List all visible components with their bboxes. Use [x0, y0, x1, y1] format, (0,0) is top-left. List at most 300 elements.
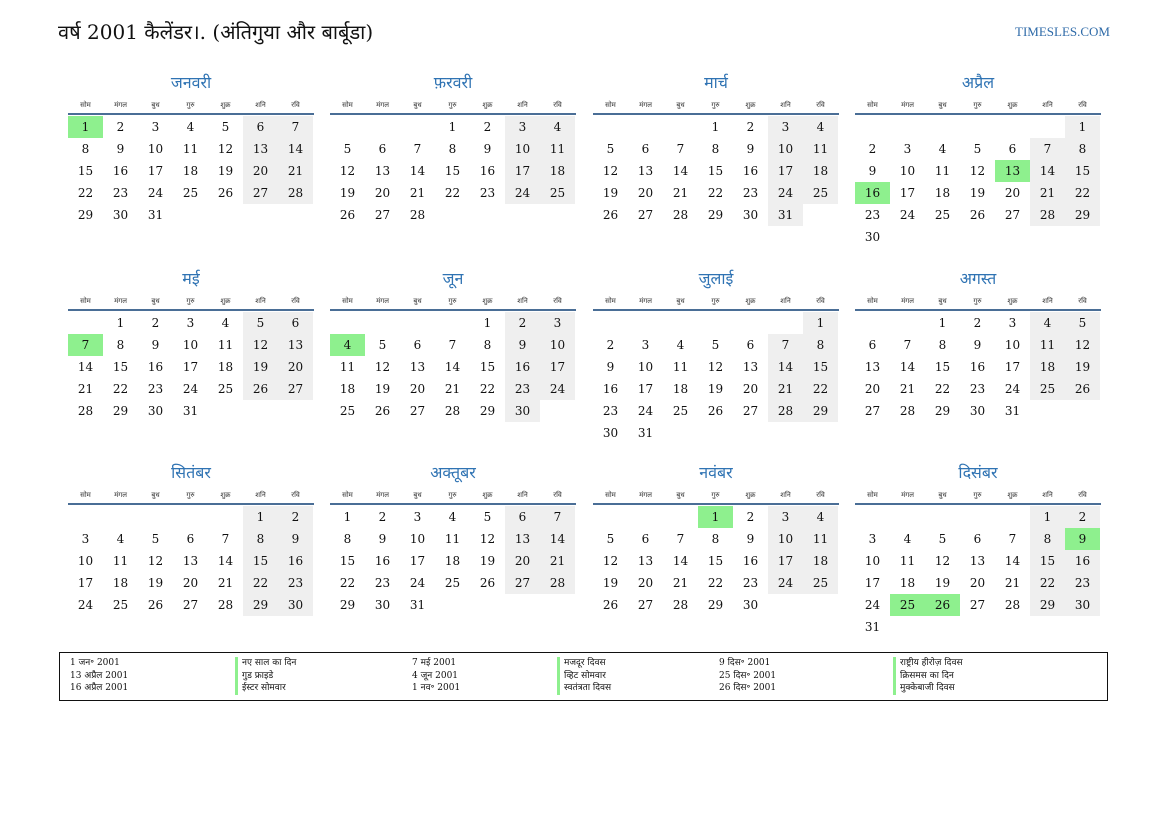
day-cell: 17: [77, 576, 94, 590]
weekday-label: सोम: [867, 297, 878, 305]
day-cell: 19: [969, 186, 986, 200]
day-cell: 2: [378, 510, 387, 524]
day-cell: 15: [444, 164, 461, 178]
weekday-label: सोम: [867, 491, 878, 499]
day-cell: 17: [147, 164, 164, 178]
day-cell: 15: [77, 164, 94, 178]
day-cell: 4: [903, 532, 912, 546]
weekday-label: बुध: [938, 491, 947, 499]
weekday-label: मंगल: [639, 297, 652, 305]
weekday-label: शनि: [780, 491, 791, 499]
day-cell: 2: [116, 120, 125, 134]
weekday-label: गुरु: [711, 491, 720, 499]
empty-cell: [628, 116, 663, 138]
weekday-label: गुरु: [973, 491, 982, 499]
day-cell: 7: [768, 334, 803, 356]
empty-cell: [890, 506, 925, 528]
month-block: [855, 268, 1101, 422]
day-cell: 22: [1030, 572, 1065, 594]
day-cell: 1: [1030, 506, 1065, 528]
legend-holiday-name: स्वतंत्रता दिवस: [557, 682, 611, 695]
weekday-label: गुरु: [186, 297, 195, 305]
weekday-label: शुक्र: [1007, 491, 1018, 499]
day-cell: 7: [676, 142, 685, 156]
month-name: सितंबर: [171, 463, 211, 482]
weekday-label: मंगल: [114, 101, 127, 109]
day-cell: 12: [243, 334, 278, 356]
weekday-label: शनि: [780, 101, 791, 109]
day-cell: 3: [903, 142, 912, 156]
day-cell: 26: [374, 404, 391, 418]
legend-holiday-name: व्हिट सोमवार: [557, 670, 611, 683]
month-block: [593, 462, 839, 616]
weekday-header: [330, 293, 576, 309]
day-cell: 30: [742, 208, 759, 222]
day-cell: 19: [934, 576, 951, 590]
empty-cell: [890, 312, 925, 334]
day-grid: [330, 506, 576, 616]
day-cell: 10: [768, 138, 803, 160]
site-link[interactable]: TIMESLES.COM: [1015, 24, 1110, 39]
empty-cell: [365, 312, 400, 334]
day-cell: 30: [742, 598, 759, 612]
day-cell: 25: [803, 182, 838, 204]
empty-cell: [960, 116, 995, 138]
day-cell: 18: [672, 382, 689, 396]
weekday-label: गुरु: [711, 101, 720, 109]
weekday-header: [593, 97, 839, 113]
day-cell: 6: [243, 116, 278, 138]
day-cell: 6: [641, 532, 650, 546]
day-cell: 15: [934, 360, 951, 374]
legend-names-col-3: [893, 657, 963, 695]
empty-cell: [593, 116, 628, 138]
day-cell: 12: [969, 164, 986, 178]
day-grid: [68, 506, 314, 616]
day-cell: 20: [864, 382, 881, 396]
weekday-label: मंगल: [901, 101, 914, 109]
day-cell: 12: [479, 532, 496, 546]
day-cell: 21: [540, 550, 575, 572]
day-cell: 28: [672, 598, 689, 612]
empty-cell: [330, 116, 365, 138]
day-cell: 31: [409, 598, 426, 612]
legend-dates-col-1: [70, 657, 128, 695]
month-name: जनवरी: [170, 73, 212, 92]
weekday-label: रवि: [553, 297, 562, 305]
weekday-label: शुक्र: [482, 297, 493, 305]
legend-holiday-name: नए साल का दिन: [235, 657, 296, 670]
day-cell: 26: [1065, 378, 1100, 400]
day-cell: 3: [186, 316, 195, 330]
page-title: वर्ष 2001 कैलेंडर।. (अंतिगुया और बार्बूडा): [58, 20, 374, 44]
empty-cell: [103, 506, 138, 528]
day-cell: 23: [505, 378, 540, 400]
weekday-label: रवि: [816, 491, 825, 499]
day-cell: 29: [77, 208, 94, 222]
month-block: [330, 268, 576, 422]
day-cell: 16: [969, 360, 986, 374]
day-cell: 5: [483, 510, 492, 524]
weekday-label: शुक्र: [745, 491, 756, 499]
legend-names-col-1: [235, 657, 296, 695]
day-cell: 8: [343, 532, 352, 546]
day-cell: 4: [803, 116, 838, 138]
empty-cell: [855, 116, 890, 138]
day-cell: 15: [243, 550, 278, 572]
day-cell: 14: [409, 164, 426, 178]
day-cell: 23: [742, 576, 759, 590]
empty-cell: [855, 506, 890, 528]
day-cell: 7: [540, 506, 575, 528]
day-cell: 10: [77, 554, 94, 568]
empty-cell: [365, 116, 400, 138]
day-cell: 12: [934, 554, 951, 568]
day-cell: 7: [278, 116, 313, 138]
day-grid: [593, 116, 839, 226]
day-cell: 25: [217, 382, 234, 396]
weekday-label: गुरु: [186, 101, 195, 109]
legend-date: 26 दिस॰ 2001: [719, 683, 777, 693]
month-name: नवंबर: [699, 463, 733, 482]
day-cell: 20: [409, 382, 426, 396]
day-cell: 23: [374, 576, 391, 590]
weekday-label: मंगल: [376, 491, 389, 499]
weekday-label: सोम: [605, 101, 616, 109]
day-cell: 3: [505, 116, 540, 138]
day-cell: 9: [505, 334, 540, 356]
empty-cell: [733, 312, 768, 334]
day-cell: 10: [768, 528, 803, 550]
holiday-day-cell: 1: [68, 116, 103, 138]
weekday-label: शनि: [255, 297, 266, 305]
day-cell: 27: [278, 378, 313, 400]
day-cell: 30: [112, 208, 129, 222]
day-cell: 23: [1065, 572, 1100, 594]
day-cell: 14: [899, 360, 916, 374]
day-cell: 22: [479, 382, 496, 396]
day-cell: 2: [746, 120, 755, 134]
day-cell: 17: [864, 576, 881, 590]
day-cell: 10: [637, 360, 654, 374]
weekday-label: रवि: [1078, 491, 1087, 499]
day-cell: 15: [803, 356, 838, 378]
day-cell: 3: [81, 532, 90, 546]
day-cell: 31: [1004, 404, 1021, 418]
day-cell: 11: [182, 142, 199, 156]
day-cell: 9: [973, 338, 982, 352]
day-cell: 8: [1065, 138, 1100, 160]
empty-cell: [663, 116, 698, 138]
day-cell: 20: [278, 356, 313, 378]
empty-cell: [890, 116, 925, 138]
day-cell: 21: [899, 382, 916, 396]
weekday-label: रवि: [553, 491, 562, 499]
day-cell: 5: [343, 142, 352, 156]
header-rule: [593, 309, 839, 311]
day-cell: 28: [899, 404, 916, 418]
empty-cell: [330, 312, 365, 334]
month-name: मार्च: [704, 73, 728, 92]
empty-cell: [995, 506, 1030, 528]
month-name: जुलाई: [698, 269, 734, 288]
day-cell: 9: [868, 164, 877, 178]
day-cell: 8: [116, 338, 125, 352]
weekday-label: मंगल: [901, 297, 914, 305]
day-cell: 6: [973, 532, 982, 546]
day-cell: 4: [803, 506, 838, 528]
day-cell: 27: [1004, 208, 1021, 222]
day-cell: 25: [803, 572, 838, 594]
day-cell: 9: [483, 142, 492, 156]
day-cell: 19: [1065, 356, 1100, 378]
day-cell: 21: [1004, 576, 1021, 590]
day-cell: 10: [409, 532, 426, 546]
day-cell: 10: [182, 338, 199, 352]
empty-cell: [628, 312, 663, 334]
day-cell: 26: [479, 576, 496, 590]
day-cell: 18: [339, 382, 356, 396]
header-rule: [855, 113, 1101, 115]
day-cell: 28: [768, 400, 803, 422]
weekday-label: शुक्र: [1007, 101, 1018, 109]
day-cell: 11: [803, 528, 838, 550]
empty-cell: [138, 506, 173, 528]
holiday-day-cell: 16: [855, 182, 890, 204]
day-cell: 7: [448, 338, 457, 352]
weekday-label: बुध: [413, 297, 422, 305]
day-cell: 16: [742, 164, 759, 178]
weekday-label: गुरु: [448, 491, 457, 499]
day-cell: 29: [1030, 594, 1065, 616]
month-block: [330, 72, 576, 226]
day-cell: 10: [540, 334, 575, 356]
day-cell: 2: [746, 510, 755, 524]
legend-date: 16 अप्रैल 2001: [70, 683, 129, 693]
weekday-label: शनि: [255, 491, 266, 499]
weekday-label: शनि: [1042, 491, 1053, 499]
day-cell: 24: [1004, 382, 1021, 396]
header-rule: [330, 113, 576, 115]
day-cell: 23: [147, 382, 164, 396]
day-cell: 13: [505, 528, 540, 550]
day-cell: 7: [1008, 532, 1017, 546]
day-cell: 16: [742, 554, 759, 568]
day-cell: 23: [112, 186, 129, 200]
day-cell: 24: [637, 404, 654, 418]
day-cell: 1: [243, 506, 278, 528]
day-cell: 8: [243, 528, 278, 550]
day-cell: 5: [606, 532, 615, 546]
legend-date: 4 जून 2001: [412, 670, 459, 681]
weekday-label: गुरु: [186, 491, 195, 499]
day-cell: 15: [112, 360, 129, 374]
day-cell: 2: [483, 120, 492, 134]
day-cell: 5: [243, 312, 278, 334]
weekday-header: [593, 487, 839, 503]
legend-date: 9 दिस॰ 2001: [719, 658, 771, 668]
legend-holiday-name: मजदूर दिवस: [557, 657, 611, 670]
day-cell: 4: [221, 316, 230, 330]
day-cell: 5: [938, 532, 947, 546]
weekday-label: गुरु: [973, 297, 982, 305]
day-cell: 21: [672, 576, 689, 590]
day-cell: 6: [505, 506, 540, 528]
day-cell: 7: [413, 142, 422, 156]
day-cell: 18: [444, 554, 461, 568]
header-rule: [855, 309, 1101, 311]
day-cell: 29: [803, 400, 838, 422]
day-cell: 8: [711, 532, 720, 546]
day-cell: 27: [243, 182, 278, 204]
day-cell: 22: [77, 186, 94, 200]
weekday-header: [68, 97, 314, 113]
day-cell: 3: [641, 338, 650, 352]
header-rule: [593, 113, 839, 115]
weekday-label: सोम: [80, 101, 91, 109]
day-cell: 8: [483, 338, 492, 352]
day-cell: 19: [217, 164, 234, 178]
day-cell: 6: [278, 312, 313, 334]
month-block: [330, 462, 576, 616]
day-cell: 3: [1008, 316, 1017, 330]
day-cell: 25: [540, 182, 575, 204]
day-cell: 12: [707, 360, 724, 374]
day-cell: 30: [147, 404, 164, 418]
empty-cell: [698, 312, 733, 334]
empty-cell: [208, 506, 243, 528]
day-cell: 24: [182, 382, 199, 396]
weekday-label: बुध: [676, 101, 685, 109]
day-cell: 31: [864, 620, 881, 634]
weekday-label: शुक्र: [220, 101, 231, 109]
month-block: [593, 72, 839, 226]
day-cell: 27: [864, 404, 881, 418]
legend-date: 1 जन॰ 2001: [70, 658, 120, 668]
day-cell: 16: [278, 550, 313, 572]
day-cell: 24: [768, 182, 803, 204]
day-cell: 1: [803, 312, 838, 334]
day-cell: 1: [116, 316, 125, 330]
day-cell: 8: [711, 142, 720, 156]
day-cell: 5: [378, 338, 387, 352]
day-cell: 19: [602, 186, 619, 200]
day-cell: 3: [768, 506, 803, 528]
day-cell: 6: [186, 532, 195, 546]
weekday-label: सोम: [342, 297, 353, 305]
empty-cell: [173, 506, 208, 528]
weekday-label: रवि: [1078, 101, 1087, 109]
weekday-label: सोम: [342, 491, 353, 499]
holiday-day-cell: 25: [890, 594, 925, 616]
day-cell: 20: [1004, 186, 1021, 200]
day-cell: 3: [413, 510, 422, 524]
month-block: [855, 72, 1101, 248]
day-cell: 26: [217, 186, 234, 200]
day-cell: 10: [1004, 338, 1021, 352]
day-cell: 25: [112, 598, 129, 612]
day-cell: 18: [217, 360, 234, 374]
day-cell: 2: [868, 142, 877, 156]
day-cell: 24: [147, 186, 164, 200]
day-cell: 24: [864, 598, 881, 612]
empty-cell: [855, 312, 890, 334]
day-cell: 31: [147, 208, 164, 222]
day-cell: 16: [505, 356, 540, 378]
day-cell: 19: [339, 186, 356, 200]
day-cell: 20: [969, 576, 986, 590]
weekday-label: शुक्र: [745, 297, 756, 305]
day-cell: 1: [1065, 116, 1100, 138]
weekday-label: मंगल: [114, 297, 127, 305]
header-rule: [330, 503, 576, 505]
weekday-label: सोम: [80, 297, 91, 305]
day-cell: 24: [899, 208, 916, 222]
weekday-label: बुध: [676, 491, 685, 499]
legend-holiday-name: ईस्टर सोमवार: [235, 682, 296, 695]
day-cell: 28: [672, 208, 689, 222]
month-name: फ़रवरी: [433, 73, 473, 92]
day-cell: 19: [243, 356, 278, 378]
day-cell: 14: [540, 528, 575, 550]
day-cell: 18: [1030, 356, 1065, 378]
month-name: दिसंबर: [958, 463, 998, 482]
empty-cell: [628, 506, 663, 528]
day-cell: 19: [707, 382, 724, 396]
day-cell: 18: [112, 576, 129, 590]
empty-cell: [68, 506, 103, 528]
weekday-label: रवि: [553, 101, 562, 109]
day-cell: 21: [444, 382, 461, 396]
day-cell: 27: [374, 208, 391, 222]
day-cell: 13: [182, 554, 199, 568]
day-cell: 29: [934, 404, 951, 418]
day-cell: 1: [343, 510, 352, 524]
day-cell: 14: [77, 360, 94, 374]
day-cell: 18: [540, 160, 575, 182]
day-cell: 9: [606, 360, 615, 374]
day-cell: 21: [1030, 182, 1065, 204]
month-name: जून: [442, 269, 464, 288]
empty-cell: [435, 312, 470, 334]
day-grid: [593, 312, 839, 444]
day-cell: 22: [934, 382, 951, 396]
weekday-label: बुध: [151, 491, 160, 499]
day-cell: 5: [1065, 312, 1100, 334]
weekday-header: [330, 487, 576, 503]
weekday-label: मंगल: [901, 491, 914, 499]
weekday-label: सोम: [867, 101, 878, 109]
day-cell: 30: [1065, 594, 1100, 616]
weekday-label: रवि: [816, 297, 825, 305]
day-cell: 5: [973, 142, 982, 156]
legend-date: 13 अप्रैल 2001: [70, 670, 129, 681]
day-cell: 8: [938, 338, 947, 352]
day-cell: 7: [1030, 138, 1065, 160]
day-cell: 12: [147, 554, 164, 568]
day-cell: 31: [182, 404, 199, 418]
day-cell: 12: [602, 164, 619, 178]
holiday-legend: [59, 652, 1108, 701]
empty-cell: [925, 506, 960, 528]
holiday-day-cell: 1: [698, 506, 733, 528]
day-cell: 23: [864, 208, 881, 222]
day-cell: 22: [444, 186, 461, 200]
header-rule: [330, 309, 576, 311]
day-cell: 16: [147, 360, 164, 374]
legend-holiday-name: राष्ट्रीय हीरोज़ दिवस: [893, 657, 963, 670]
header-rule: [593, 503, 839, 505]
